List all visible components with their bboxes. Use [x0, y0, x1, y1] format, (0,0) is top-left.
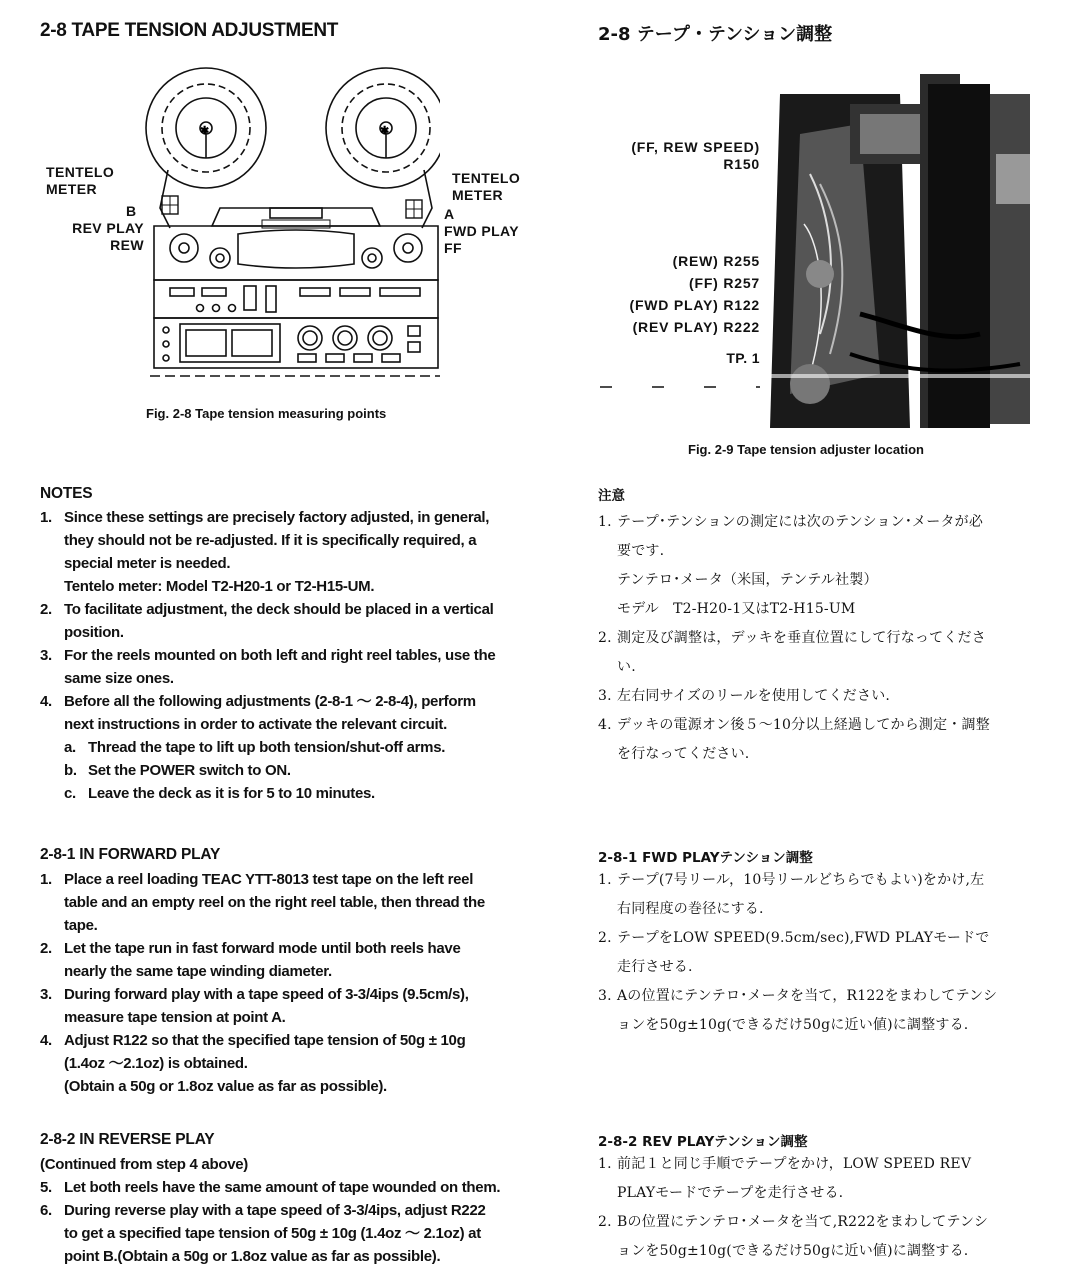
label-fwd-play-ff: A FWD PLAY FF: [444, 206, 520, 256]
sec-2-8-2-en-list: [40, 1153, 544, 1268]
notes-en-item-3: 3. For the reels mounted on both left and right reel tables, use the same size ones.: [40, 647, 496, 687]
notes-jp-list: [598, 508, 1082, 769]
notes-en-list: [40, 506, 544, 805]
left-title: 2-8 TAPE TENSION ADJUSTMENT: [40, 20, 339, 41]
sec-2-8-2-jp-item-1: 1. 前記１と同じ手順でテープをかけ，LOW SPEED REV PLAYモードでテープを走行させる.: [598, 1156, 972, 1201]
adjuster-photo: [760, 74, 1052, 428]
fig-2-9-caption: Fig. 2-9 Tape tension adjuster location: [688, 442, 924, 457]
label-r222: (REV PLAY) R222: [632, 319, 760, 335]
label-r122: (FWD PLAY) R122: [629, 297, 760, 313]
sec-2-8-1-jp-item-3: 3. Aの位置にテンテロ･メータを当て，R122をまわしてテンシ ョンを50g±10g(できるだけ50gに近い値)に調整する.: [598, 988, 998, 1033]
svg-text:✱: ✱: [200, 125, 210, 137]
sec-2-8-2-heading: 2-8-2 IN REVERSE PLAY: [40, 1131, 215, 1148]
sec-2-8-2-en-item-5: 5. Let both reels have the same amount of tape wounded on them.: [40, 1179, 501, 1196]
notes-jp-item-4: 4. デッキの電源オン後５～10分以上経過してから測定・調整 を行なってください.: [598, 717, 990, 762]
sec-2-8-2-en-item-6: 6. During reverse play with a tape speed of 3-3/4ips, adjust R222 to get a specified tape tension of 50g ± 10g (1.4oz ～ 2.1oz) at point B.(Obtain a 50g or 1.8oz value as far as possible).: [40, 1202, 486, 1265]
sec-2-8-1-jp-heading: 2-8-1 FWD PLAYテンション調整: [598, 850, 813, 866]
notes-heading: NOTES: [40, 485, 93, 502]
label-tentelo-meter-right: TENTELO METER: [452, 170, 521, 203]
label-tp1: TP. 1: [726, 350, 760, 366]
notes-en-sub-c: c. Leave the deck as it is for 5 to 10 minutes.: [64, 785, 375, 802]
label-ff-rew-speed: (FF, REW SPEED) R150: [631, 139, 760, 172]
fig-2-9-dashed-line: [600, 384, 760, 390]
svg-text:✱: ✱: [380, 125, 390, 137]
sec-2-8-1-heading: 2-8-1 IN FORWARD PLAY: [40, 846, 221, 863]
notes-jp-item-1: 1. テープ･テンションの測定には次のテンション･メータが必 要です. テンテロ･メータ（米国，テンテル社製） モデル T2-H20-1又はT2-H15-UM: [598, 514, 984, 617]
notes-en-sub-a: a. Thread the tape to lift up both tension/shut-off arms.: [64, 739, 446, 756]
sec-2-8-2-jp-heading: 2-8-2 REV PLAYテンション調整: [598, 1134, 808, 1150]
sec-2-8-1-en-item-3: 3. During forward play with a tape speed of 3-3/4ips (9.5cm/s), measure tape tension at point A.: [40, 986, 469, 1026]
notes-en-sub-b: b. Set the POWER switch to ON.: [64, 762, 291, 779]
sec-2-8-1-en-item-2: 2. Let the tape run in fast forward mode until both reels have nearly the same tape winding diameter.: [40, 940, 461, 980]
notes-jp-item-2: 2. 測定及び調整は，デッキを垂直位置にして行なってくださ い.: [598, 630, 986, 675]
label-tentelo-meter-left: TENTELO METER: [46, 164, 115, 197]
fig-2-8-caption: Fig. 2-8 Tape tension measuring points: [146, 406, 387, 421]
sec-2-8-1-jp-item-1: 1. テープ(7号リール，10号リールどちらでもよい)をかけ,左 右同程度の巻径にする.: [598, 872, 985, 917]
label-point-b: B: [126, 203, 137, 219]
notes-en-item-1: 1. Since these settings are precisely factory adjusted, in general, they should not be re-adjusted. If it is specifically required, a special meter is needed. Tentelo meter: Model T2-H20-1 or T2-H15-UM.: [40, 509, 490, 595]
sec-2-8-2-intro: (Continued from step 4 above): [40, 1156, 248, 1173]
notes-en-item-4: 4. Before all the following adjustments (2-8-1 ～ 2-8-4), perform next instructions in order to activate the relevant circuit.: [40, 693, 476, 733]
sec-2-8-1-jp-list: [598, 866, 1082, 1040]
notes-jp-heading: 注意: [598, 488, 625, 504]
notes-en-item-2: 2. To facilitate adjustment, the deck should be placed in a vertical position.: [40, 601, 494, 641]
sec-2-8-1-en-item-4: 4. Adjust R122 so that the specified tape tension of 50g ± 10g (1.4oz ～2.1oz) is obtained. (Obtain a 50g or 1.8oz value as far as possible).: [40, 1032, 466, 1095]
sec-2-8-1-jp-item-2: 2. テープをLOW SPEED(9.5cm/sec),FWD PLAYモードで 走行させる.: [598, 930, 990, 975]
label-r255: (REW) R255: [672, 253, 760, 269]
label-adjuster-list: [590, 250, 760, 338]
tape-deck-figure: [140, 58, 440, 394]
sec-2-8-1-en-list: [40, 868, 544, 1098]
sec-2-8-2-jp-item-2: 2. Bの位置にテンテロ･メータを当て,R222をまわしてテンシ ョンを50g±10g(できるだけ50gに近い値)に調整する.: [598, 1214, 989, 1259]
right-title: 2-8 テープ・テンション調整: [598, 24, 833, 45]
notes-jp-item-3: 3. 左右同サイズのリールを使用してください.: [598, 688, 891, 704]
sec-2-8-1-en-item-1: 1. Place a reel loading TEAC YTT-8013 test tape on the left reel table and an empty reel on the right reel table, then thread the tape.: [40, 871, 485, 934]
label-rev-play-rew: REV PLAY REW: [72, 220, 144, 253]
label-r257: (FF) R257: [689, 275, 760, 291]
sec-2-8-2-jp-list: [598, 1150, 1082, 1266]
